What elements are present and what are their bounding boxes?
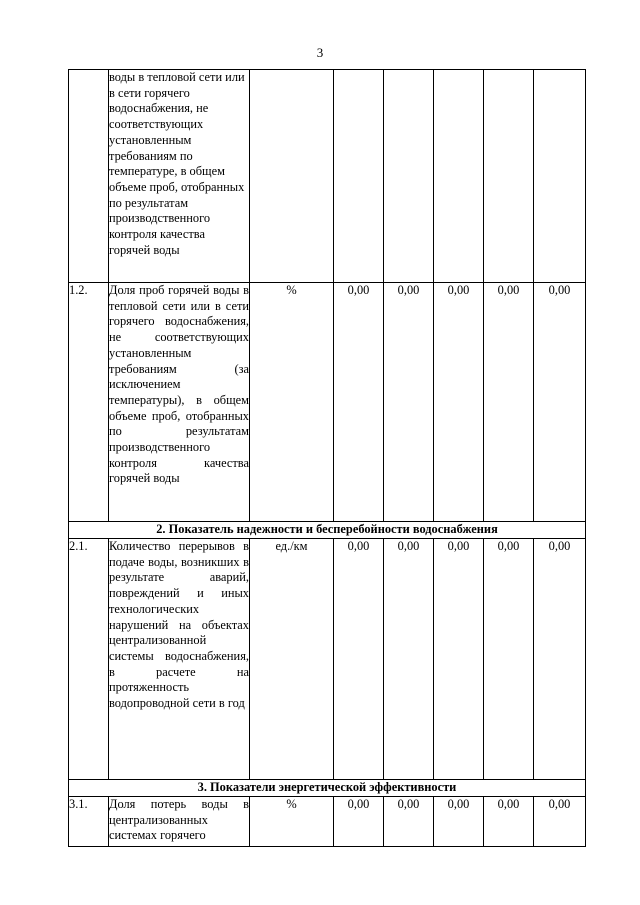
page-number: 3 <box>316 45 324 60</box>
section-header-row <box>69 522 586 539</box>
value-cell: 0,00 <box>534 539 586 780</box>
value-cell: 0,00 <box>434 539 484 780</box>
indicator-name-cell: воды в тепловой сети или в сети горячего водоснабжения, не соответствующих установленным требованиям по температуре, в общем объеме проб, отобранных по результатам производственного контроля качества горячей воды <box>109 70 250 283</box>
value-cell <box>434 70 484 283</box>
value-cell: 0,00 <box>484 797 534 847</box>
table-row-continuation <box>69 70 586 283</box>
table-row-1-2 <box>69 283 586 522</box>
row-number-cell: 3.1. <box>69 797 109 847</box>
unit-cell: % <box>250 283 334 522</box>
value-cell: 0,00 <box>534 797 586 847</box>
value-cell <box>484 70 534 283</box>
section-header-row <box>69 780 586 797</box>
value-cell: 0,00 <box>434 797 484 847</box>
value-cell: 0,00 <box>384 797 434 847</box>
value-cell: 0,00 <box>534 283 586 522</box>
table-row-2-1 <box>69 539 586 780</box>
table-row-3-1 <box>69 797 586 847</box>
value-cell: 0,00 <box>384 283 434 522</box>
unit-cell: % <box>250 797 334 847</box>
row-number-cell: 2.1. <box>69 539 109 780</box>
section-heading: 2. Показатель надежности и бесперебойности водоснабжения <box>69 522 586 539</box>
section-heading: 3. Показатели энергетической эффективности <box>69 780 586 797</box>
value-cell <box>534 70 586 283</box>
value-cell: 0,00 <box>384 539 434 780</box>
row-number-cell <box>69 70 109 283</box>
indicators-table <box>68 69 586 847</box>
value-cell: 0,00 <box>484 539 534 780</box>
value-cell: 0,00 <box>334 283 384 522</box>
value-cell: 0,00 <box>334 797 384 847</box>
unit-cell: ед./км <box>250 539 334 780</box>
value-cell <box>384 70 434 283</box>
indicator-name-cell: Количество перерывов в подаче воды, возникших в результате аварий, повреждений и иных технологических нарушений на объектах централизованной системы водоснабжения, в расчете на протяженность водопроводной сети в год <box>109 539 250 780</box>
value-cell: 0,00 <box>334 539 384 780</box>
row-number-cell: 1.2. <box>69 283 109 522</box>
indicator-name-cell: Доля проб горячей воды в тепловой сети или в сети горячего водоснабжения, не соответствующих установленным требованиям (за исключением температуры), в общем объеме проб, отобранных по результатам производственного контроля качества горячей воды <box>109 283 250 522</box>
unit-cell <box>250 70 334 283</box>
value-cell: 0,00 <box>484 283 534 522</box>
indicator-name-cell: Доля потерь воды в централизованных системах горячего <box>109 797 250 847</box>
value-cell: 0,00 <box>434 283 484 522</box>
value-cell <box>334 70 384 283</box>
